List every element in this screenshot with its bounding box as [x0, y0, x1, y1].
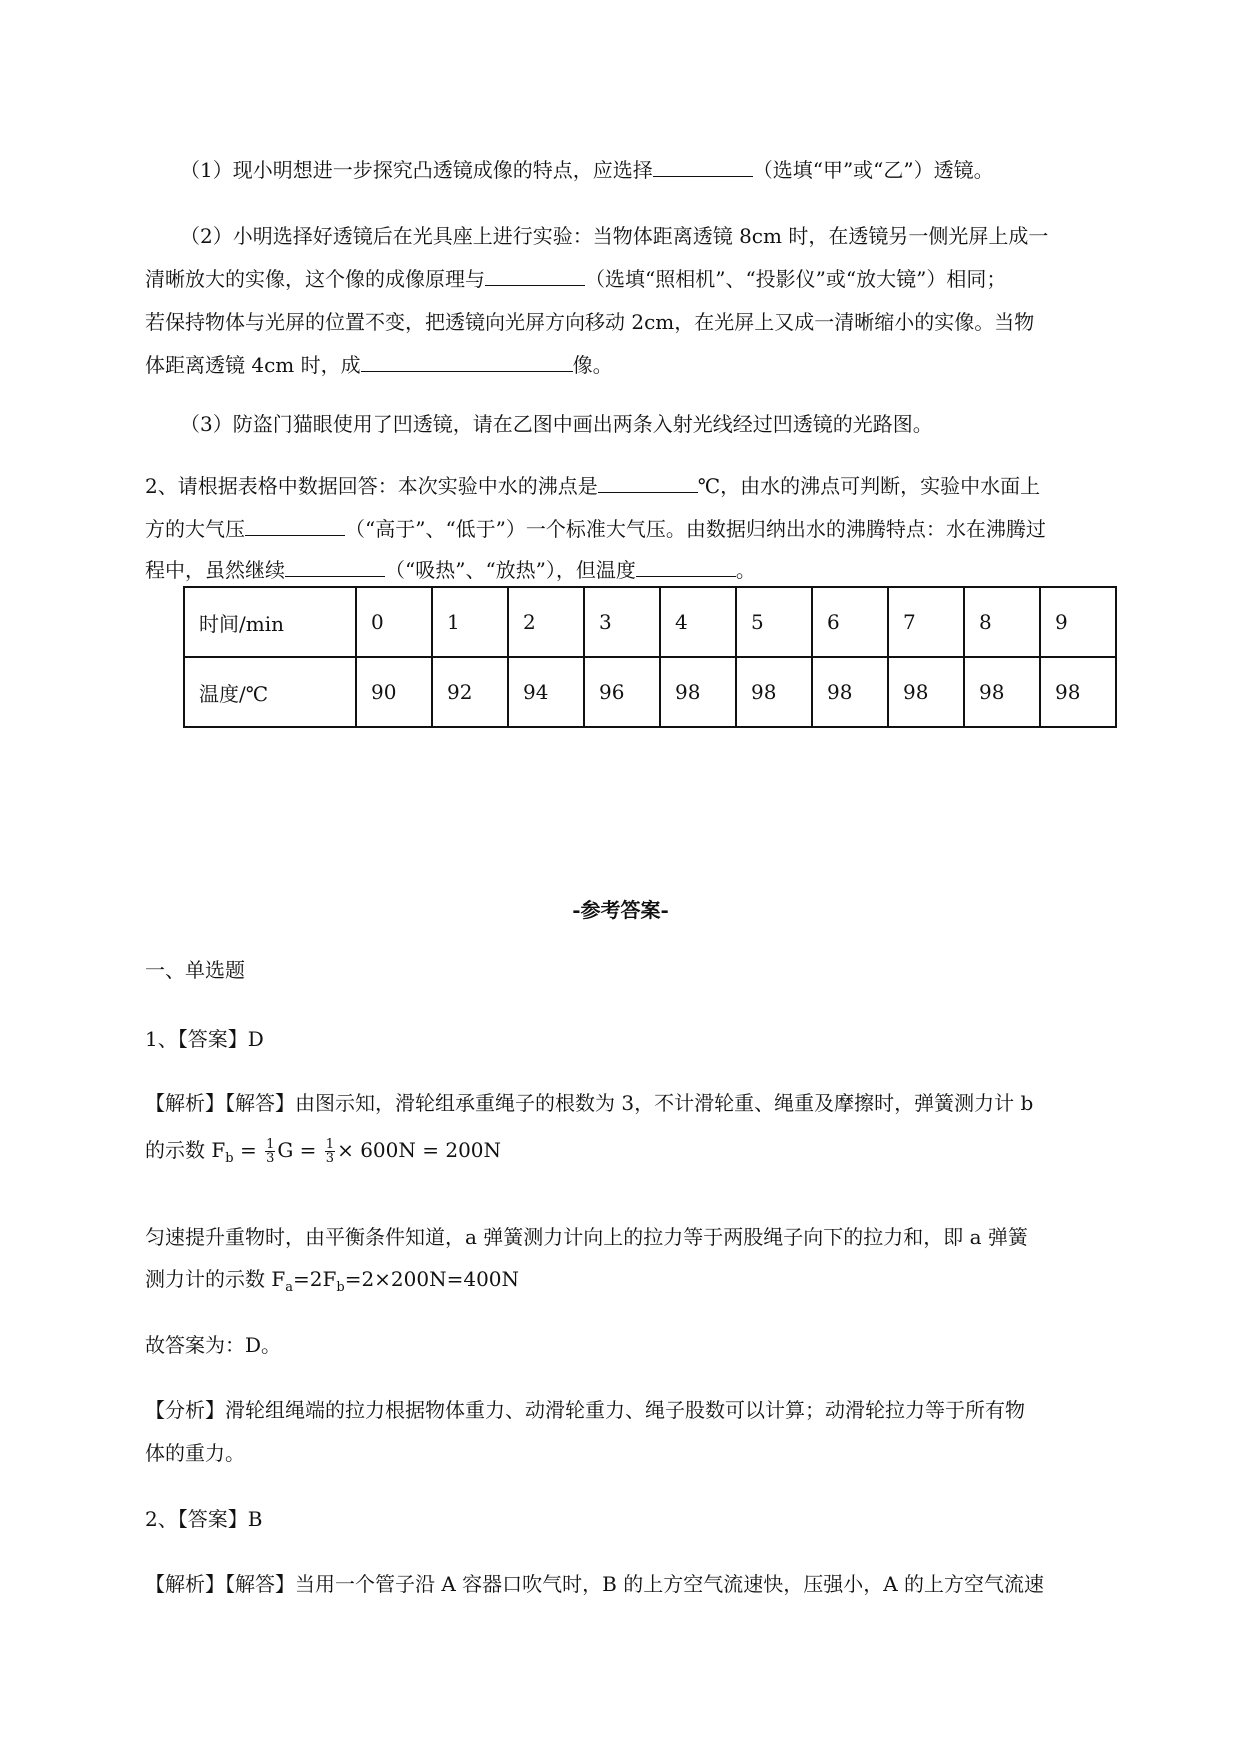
section-heading: 一、单选题	[145, 958, 245, 982]
q2-line2-text: 方的大气压	[145, 517, 245, 541]
fraction-denominator: 3	[266, 1151, 275, 1166]
table-cell: 98	[736, 657, 812, 727]
answer-1-explanation-line3: 匀速提升重物时，由平衡条件知道，a 弹簧测力计向上的拉力等于两股绳子向下的拉力和，即 a 弹簧	[145, 1225, 1028, 1249]
table-row-time	[184, 587, 1116, 657]
q1-part1-text: （1）现小明想进一步探究凸透镜成像的特点，应选择	[180, 158, 653, 182]
answer-blank[interactable]	[245, 515, 345, 536]
q1-part2-line4-text: 体距离透镜 4cm 时，成	[145, 353, 361, 377]
formula-lead: 的示数	[145, 1138, 205, 1162]
answer-1-analysis-line2: 体的重力。	[145, 1441, 245, 1465]
q1-part1	[180, 156, 994, 184]
answer-1-explanation-line4	[145, 1265, 519, 1302]
table-header-temp: 温度/℃	[184, 657, 356, 727]
table-cell: 0	[356, 587, 432, 657]
fraction-numerator: 1	[266, 1137, 275, 1152]
q2-line1-text: 2、请根据表格中数据回答：本次实验中水的沸点是	[145, 474, 598, 498]
q2-line2	[145, 515, 1046, 543]
q1-part3: （3）防盗门猫眼使用了凹透镜，请在乙图中画出两条入射光线经过凹透镜的光路图。	[180, 412, 933, 436]
fraction-numerator: 1	[325, 1137, 335, 1152]
q1-part2-line4	[145, 351, 613, 379]
table-cell: 98	[1040, 657, 1116, 727]
q1-part2-line2-text: 清晰放大的实像，这个像的成像原理与	[145, 267, 485, 291]
formula-lead: 测力计的示数 F	[145, 1267, 286, 1291]
q2-line3-tail: 。	[735, 558, 756, 582]
table-cell: 1	[432, 587, 508, 657]
formula-subscript: b	[336, 1280, 345, 1295]
table-cell: 6	[812, 587, 888, 657]
q1-part2-line2	[145, 265, 1006, 293]
formula-equals: =	[239, 1138, 257, 1162]
answer-blank[interactable]	[636, 556, 736, 577]
q1-part2-line1: （2）小明选择好透镜后在光具座上进行实验：当物体距离透镜 8cm 时，在透镜另一侧光屏上成一	[180, 224, 1049, 248]
table-cell: 8	[964, 587, 1040, 657]
table-cell: 98	[964, 657, 1040, 727]
table-cell: 90	[356, 657, 432, 727]
table-cell: 9	[1040, 587, 1116, 657]
q2-line1	[145, 472, 1040, 500]
answer-blank[interactable]	[285, 556, 385, 577]
formula-tail: × 600N = 200N	[337, 1138, 502, 1162]
answer-blank[interactable]	[598, 472, 698, 493]
fraction-denominator: 3	[325, 1151, 335, 1166]
fraction	[325, 1138, 335, 1165]
answer-2: 2、【答案】B	[145, 1507, 263, 1531]
answer-1-analysis-line1: 【分析】滑轮组绳端的拉力根据物体重力、动滑轮重力、绳子股数可以计算；动滑轮拉力等于所有物	[145, 1398, 1025, 1422]
formula-tail: =2×200N=400N	[344, 1267, 520, 1291]
table-cell: 3	[584, 587, 660, 657]
table-cell: 7	[888, 587, 964, 657]
q1-part2-line4-tail: 像。	[572, 353, 613, 377]
formula-subscript: a	[285, 1280, 293, 1295]
formula-mid: =2F	[293, 1267, 337, 1291]
answer-1-conclusion: 故答案为：D。	[145, 1333, 282, 1357]
table-cell: 2	[508, 587, 584, 657]
table-cell: 98	[888, 657, 964, 727]
table-cell: 98	[660, 657, 736, 727]
answer-2-explanation-line1: 【解析】【解答】当用一个管子沿 A 容器口吹气时，B 的上方空气流速快，压强小，A 的上方空气流速	[145, 1572, 1045, 1596]
answer-1-explanation-line1: 【解析】【解答】由图示知，滑轮组承重绳子的根数为 3，不计滑轮重、绳重及摩擦时，弹簧测力计 b	[145, 1091, 1034, 1115]
table-cell: 4	[660, 587, 736, 657]
q2-line3-mid: （“吸热”、“放热”），但温度	[385, 558, 636, 582]
answer-blank[interactable]	[485, 265, 585, 286]
q1-part1-text-tail: （选填“甲”或“乙”）透镜。	[752, 158, 994, 182]
q2-line3-text: 程中，虽然继续	[145, 558, 285, 582]
boiling-data-table	[183, 586, 1117, 728]
q1-part2-line2-tail: （选填“照相机”、“投影仪”或“放大镜”）相同；	[585, 267, 1007, 291]
fraction	[265, 1138, 275, 1165]
formula-g: G =	[277, 1138, 317, 1162]
table-cell: 5	[736, 587, 812, 657]
q1-part2-line3: 若保持物体与光屏的位置不变，把透镜向光屏方向移动 2cm，在光屏上又成一清晰缩小的实像。当物	[145, 310, 1035, 334]
answer-1-formula-line	[145, 1136, 501, 1173]
table-cell: 94	[508, 657, 584, 727]
q2-line2-tail: （“高于”、“低于”）一个标准大气压。由数据归纳出水的沸腾特点：水在沸腾过	[345, 517, 1046, 541]
q2-line1-tail: ℃，由水的沸点可判断，实验中水面上	[697, 474, 1041, 498]
table-row-temp	[184, 657, 1116, 727]
answer-blank[interactable]	[653, 156, 753, 177]
table-cell: 98	[812, 657, 888, 727]
table-cell: 96	[584, 657, 660, 727]
answers-title: -参考答案-	[572, 898, 669, 922]
table-header-time: 时间/min	[184, 587, 356, 657]
formula-subscript: b	[225, 1151, 234, 1166]
answer-1: 1、【答案】D	[145, 1027, 264, 1051]
formula-symbol: F	[211, 1138, 226, 1162]
q2-line3	[145, 556, 756, 584]
table-cell: 92	[432, 657, 508, 727]
answer-blank[interactable]	[361, 351, 573, 372]
